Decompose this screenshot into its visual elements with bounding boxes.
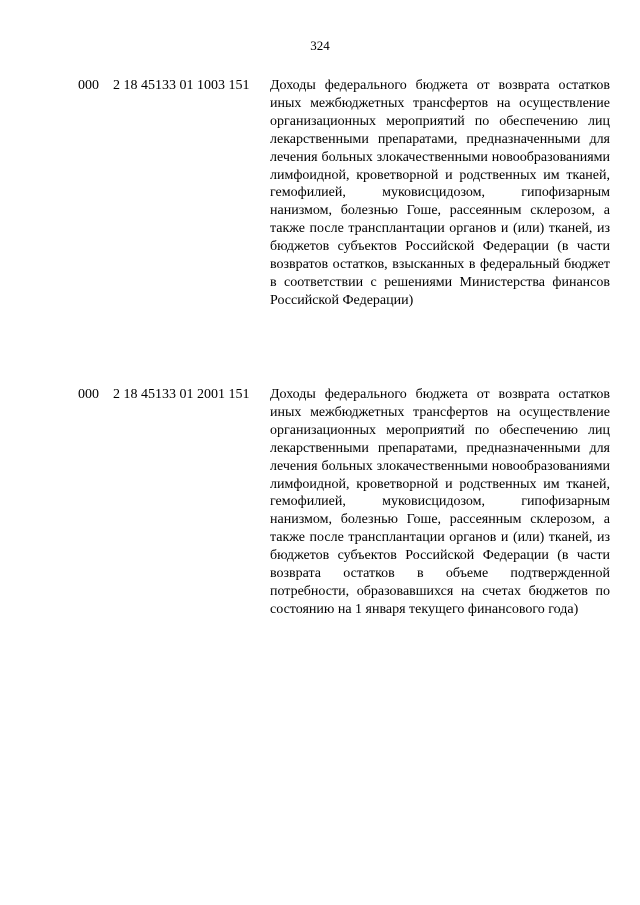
entry-description: Доходы федерального бюджета от возврата остатков иных межбюджетных трансфертов на осуществление организационных мероприятий по обеспечению лиц лекарственными препаратами, предназначенными для лечения больных злокачественными новообразованиями лимфоидной, кроветворной и родственных им тканей, гемофилией, муковисцидозом, гипофизарным нанизмом, болезнью Гоше, рассеянным склерозом, а также после трансплантации органов и (или) тканей, из бюджетов субъектов Российской Федерации (в части возврата остатков в объеме подтвержденной потребности, образовавшихся на счетах бюджетов по состоянию на 1 января текущего финансового года) xyxy=(270,387,610,617)
entry-description: Доходы федерального бюджета от возврата остатков иных межбюджетных трансфертов на осуществление организационных мероприятий по обеспечению лиц лекарственными препаратами, предназначенными для лечения больных злокачественными новообразованиями лимфоидной, кроветворной и родственных им тканей, гемофилией, муковисцидозом, гипофизарным нанизмом, болезнью Гоше, рассеянным склерозом, а также после трансплантации органов и (или) тканей, из бюджетов субъектов Российской Федерации (в части возвратов остатков, взысканных в федеральный бюджет в соответствии с решениями Министерства финансов Российской Федерации) xyxy=(270,78,610,308)
page-number: 324 xyxy=(310,38,330,53)
admin-code: 000 xyxy=(78,387,99,402)
classification-code: 2 18 45133 01 2001 151 xyxy=(113,387,250,402)
classification-code: 2 18 45133 01 1003 151 xyxy=(113,78,250,93)
admin-code: 000 xyxy=(78,78,99,93)
